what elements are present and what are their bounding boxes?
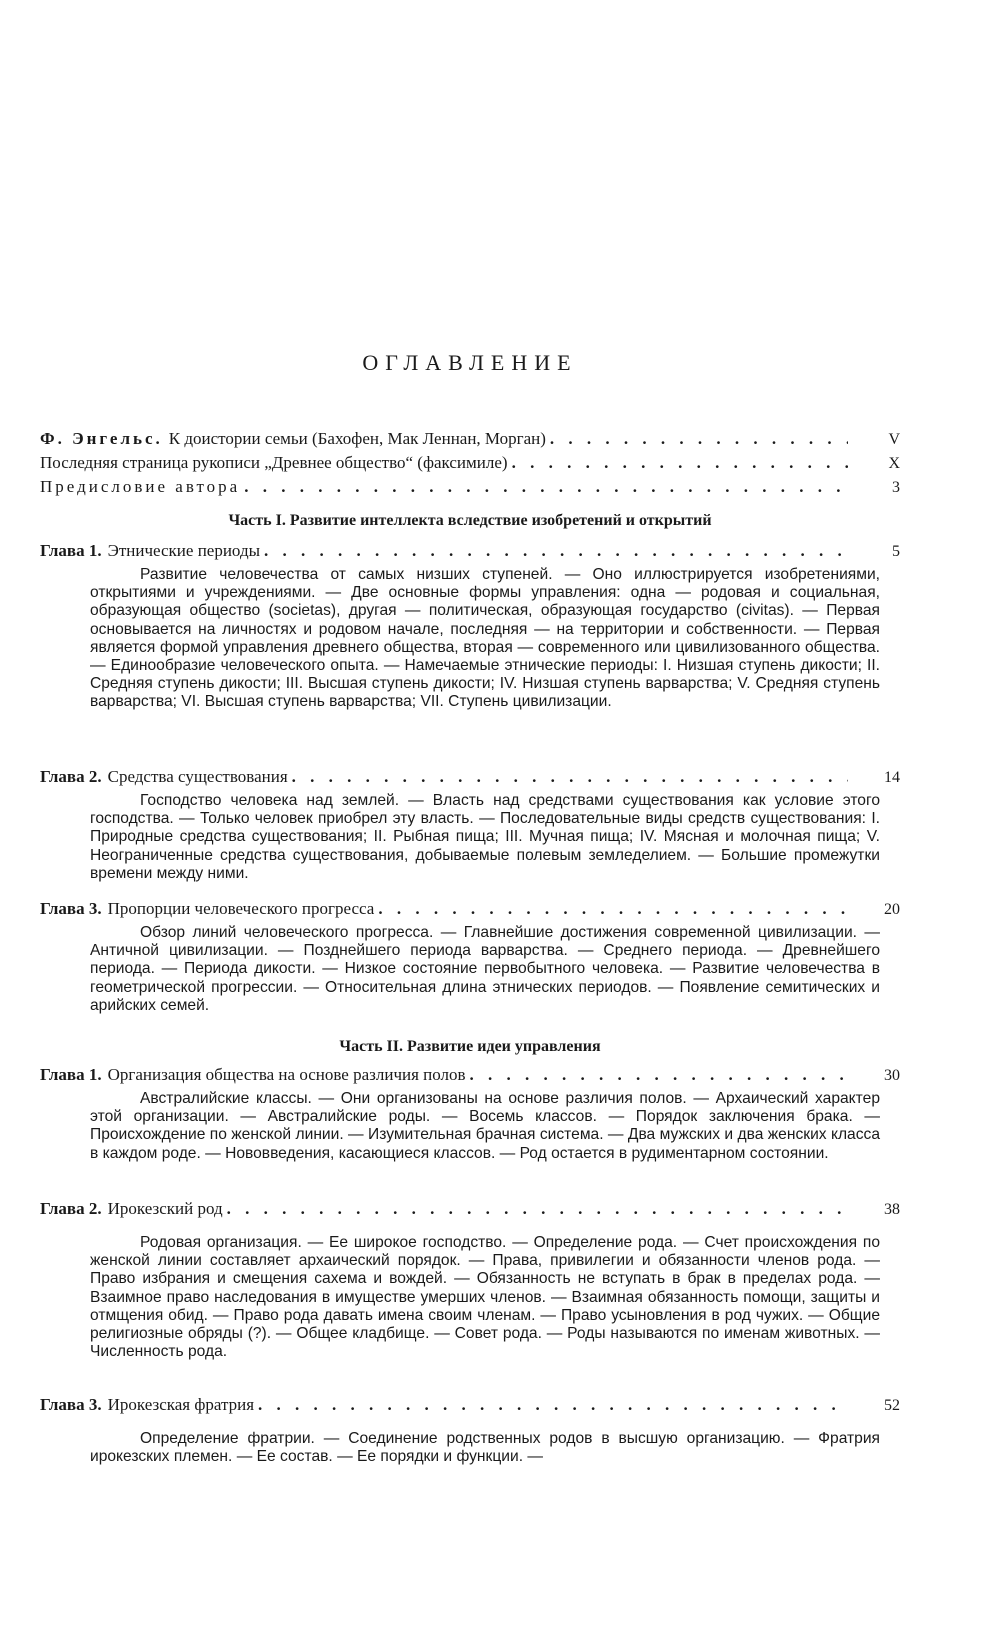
chapter-label: Глава 2. xyxy=(40,1199,102,1218)
chapter-summary: Родовая организация. — Ее широкое господство. — Определение рода. — Счет происхождения по женской линии составляет архаический порядок. — Права, привилегии и обязанности членов рода. — Право избрания и смещения сахема и вождей. — Обязанность не вступать в брак в пределах рода. — Взаимное право наследования в имуществе умерших членов. — Взаимная обязанность помощи, защиты и отмщения обид. — Право рода давать имена своим членам. — Право усыновления в род чужих. — Общие религиозные обряды (?). — Общее кладбище. — Совет рода. — Роды называются по именам животных. — Численность рода. xyxy=(90,1234,880,1361)
page-number: X xyxy=(888,455,900,472)
chapter-title: Ирокезская фратрия xyxy=(107,1395,255,1414)
page-number: 38 xyxy=(884,1201,900,1218)
entry-title: Предисловие автора xyxy=(40,477,241,496)
toc-entry-engels[interactable] xyxy=(40,428,900,451)
chapter-title: Пропорции человеческого прогресса xyxy=(107,899,375,918)
toc-entry-part1-chapter1[interactable] xyxy=(40,540,900,563)
part-1-heading: Часть I. Развитие интеллекта вследствие изобретений и открытий xyxy=(228,512,712,529)
entry-author: Ф. Энгельс. xyxy=(40,429,163,448)
chapter-label: Глава 3. xyxy=(40,899,102,918)
toc-entry-part2-chapter1[interactable] xyxy=(40,1064,900,1087)
toc-entry-preface[interactable] xyxy=(40,476,900,499)
chapter-title: Организация общества на основе различия полов xyxy=(107,1065,466,1084)
dot-leader xyxy=(378,898,848,920)
toc-entry-part1-chapter2[interactable] xyxy=(40,766,900,789)
dot-leader xyxy=(512,452,848,474)
dot-leader xyxy=(244,476,848,498)
dot-leader xyxy=(258,1394,848,1416)
dot-leader xyxy=(292,766,848,788)
part-2-heading: Часть II. Развитие идеи управления xyxy=(339,1038,601,1055)
dot-leader xyxy=(550,428,848,450)
chapter-summary: Господство человека над землей. — Власть над средствами существования как условие этого господства. — Только человек приобрел эту власть. — Последовательные виды средств существования: I. Природные средства существования; II. Рыбная пища; III. Мучная пища; IV. Мясная и молочная пища; V. Неограниченные средства существования, добываемые полевым земледелием. — Большие промежутки времени между ними. xyxy=(90,792,880,882)
dot-leader xyxy=(264,540,848,562)
toc-entry-facsimile[interactable] xyxy=(40,452,900,475)
dot-leader xyxy=(227,1198,848,1220)
chapter-summary: Определение фратрии. — Соединение родственных родов в высшую организацию. — Фратрия ирокезских племен. — Ее состав. — Ее порядки и функции. — xyxy=(90,1430,880,1466)
dot-leader xyxy=(470,1064,848,1086)
chapter-title: Средства существования xyxy=(107,767,288,786)
entry-title: Последняя страница рукописи „Древнее общество“ (факсимиле) xyxy=(40,453,508,472)
chapter-label: Глава 1. xyxy=(40,541,102,560)
page-number: 30 xyxy=(884,1067,900,1084)
entry-title: К доистории семьи (Бахофен, Мак Леннан, Морган) xyxy=(168,429,546,448)
page-number: 14 xyxy=(884,769,900,786)
page-title: ОГЛАВЛЕНИЕ xyxy=(362,350,578,375)
toc-entry-part1-chapter3[interactable] xyxy=(40,898,900,921)
page-number: 5 xyxy=(892,543,900,560)
chapter-title: Этнические периоды xyxy=(107,541,261,560)
chapter-title: Ирокезский род xyxy=(107,1199,223,1218)
page-number: 52 xyxy=(884,1397,900,1414)
chapter-label: Глава 2. xyxy=(40,767,102,786)
toc-entry-part2-chapter2[interactable] xyxy=(40,1198,900,1221)
page-number: 3 xyxy=(892,479,900,496)
chapter-summary: Австралийские классы. — Они организованы на основе различия полов. — Архаический характер этой организации. — Австралийские роды. — Восемь классов. — Порядок заключения брака. — Происхождение по женской линии. — Изумительная брачная система. — Два мужских и два женских класса в каждом роде. — Нововведения, касающиеся классов. — Род остается в рудиментарном состоянии. xyxy=(90,1090,880,1162)
chapter-label: Глава 3. xyxy=(40,1395,102,1414)
page-number: V xyxy=(888,431,900,448)
chapter-label: Глава 1. xyxy=(40,1065,102,1084)
table-of-contents-page xyxy=(40,0,900,1639)
chapter-summary: Обзор линий человеческого прогресса. — Главнейшие достижения современной цивилизации. — Античной цивилизации. — Позднейшего периода варварства. — Среднего периода. — Древнейшего периода. — Периода дикости. — Низкое состояние первобытного человека. — Развитие человечества в геометрической прогрессии. — Относительная длина этнических периодов. — Появление семитических и арийских семей. xyxy=(90,924,880,1014)
page-number: 20 xyxy=(884,901,900,918)
toc-entry-part2-chapter3[interactable] xyxy=(40,1394,900,1417)
chapter-summary: Развитие человечества от самых низших ступеней. — Оно иллюстрируется изобретениями, открытиями и учреждениями. — Две основные формы управления: одна — родовая и социальная, образующая общество (societas), другая — политическая, образующая государство (civitas). — Первая основывается на личностях и родовом начале, последняя — на территории и собственности. — Первая является формой управления древнего общества, вторая — современного или цивилизованного общества. — Единообразие человеческого опыта. — Намечаемые этнические периоды: I. Низшая ступень дикости; II. Средняя ступень дикости; III. Высшая ступень дикости; IV. Низшая ступень варварства; V. Средняя ступень варварства; VI. Высшая ступень варварства; VII. Ступень цивилизации. xyxy=(90,566,880,711)
